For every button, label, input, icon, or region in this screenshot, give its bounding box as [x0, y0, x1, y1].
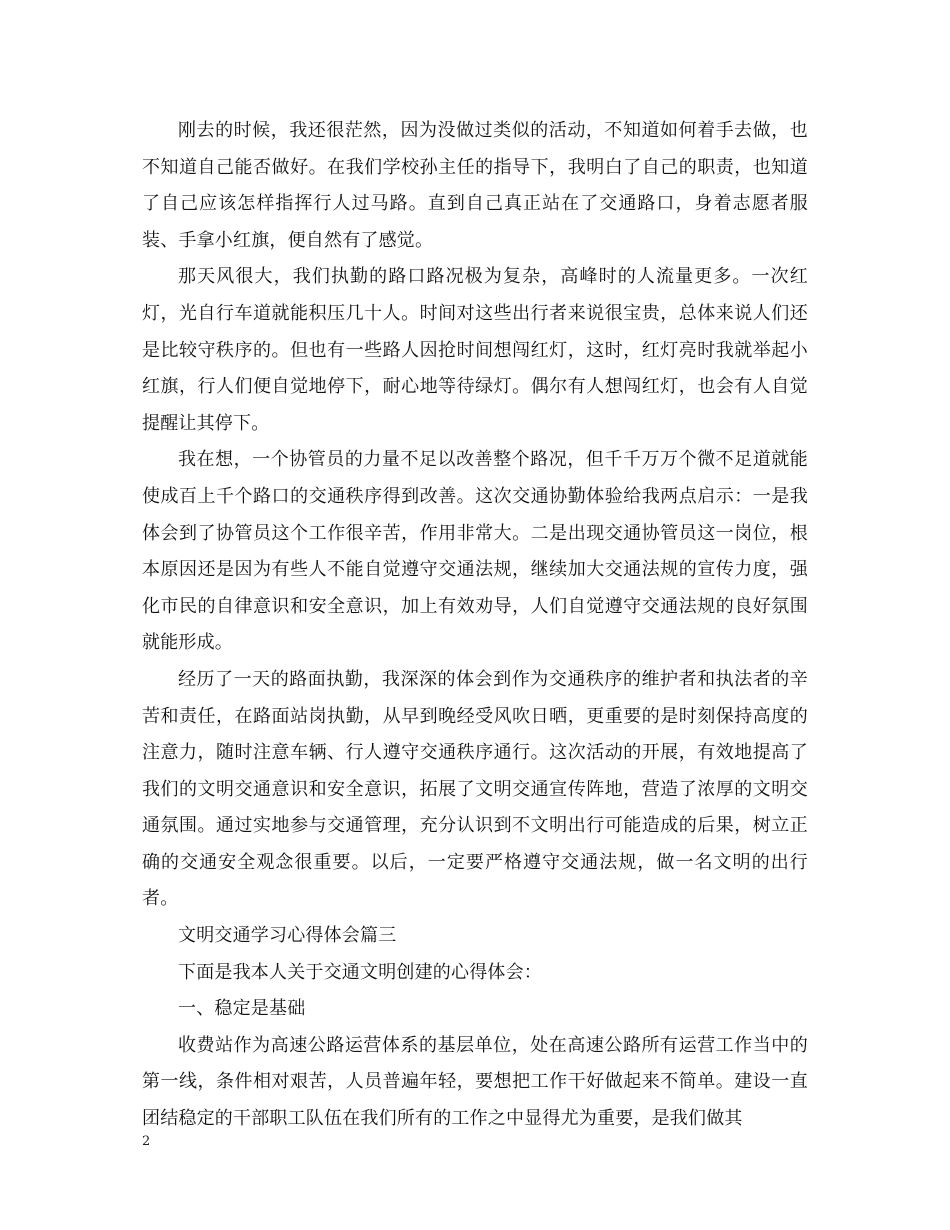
section-title: 文明交通学习心得体会篇三 — [178, 925, 397, 947]
page-number: 2 — [142, 1134, 151, 1149]
paragraph-1: 刚去的时候，我还很茫然，因为没做过类似的活动，不知道如何着手去做，也不知道自己能否做好。在我们学校孙主任的指导下，我明白了自己的职责，也知道了自己应该怎样指挥行人过马路。直到自己真正站在了交通路口，身着志愿者服装、手拿小红旗，便自然有了感觉。 — [142, 120, 808, 251]
paragraph-3: 我在想，一个协管员的力量不足以改善整个路况，但千千万万个微不足道就能使成百上千个路口的交通秩序得到改善。这次交通协勤体验给我两点启示：一是我体会到了协管员这个工作很辛苦，作用非常大。二是出现交通协管员这一岗位，根本原因还是因为有些人不能自觉遵守交通法规，继续加大交通法规的宣传力度，强化市民的自律意识和安全意识，加上有效劝导，人们自觉遵守交通法规的良好氛围就能形成。 — [142, 449, 808, 654]
paragraph-8: 收费站作为高速公路运营体系的基层单位，处在高速公路所有运营工作当中的第一线，条件相对艰苦，人员普遍年轻，要想把工作干好做起来不简单。建设一直团结稳定的干部职工队伍在我们所有的工作之中显得尤为重要，是我们做其 — [142, 1034, 808, 1130]
intro-line: 下面是我本人关于交通文明创建的心得体会： — [178, 961, 542, 983]
document-body — [142, 113, 808, 1138]
subheading-stability: 一、稳定是基础 — [178, 998, 306, 1020]
paragraph-2: 那天风很大，我们执勤的路口路况极为复杂，高峰时的人流量更多。一次红灯，光自行车道就能积压几十人。时间对这些出行者来说很宝贵，总体来说人们还是比较守秩序的。但也有一些路人因抢时间想闯红灯，这时，红灯亮时我就举起小红旗，行人们便自觉地停下，耐心地等待绿灯。偶尔有人想闯红灯，也会有人自觉提醒让其停下。 — [142, 266, 808, 434]
paragraph-4: 经历了一天的路面执勤，我深深的体会到作为交通秩序的维护者和执法者的辛苦和责任，在路面站岗执勤，从早到晚经受风吹日晒，更重要的是时刻保持高度的注意力，随时注意车辆、行人遵守交通秩序通行。这次活动的开展，有效地提高了我们的文明交通意识和安全意识，拓展了文明交通宣传阵地，营造了浓厚的文明交通氛围。通过实地参与交通管理，充分认识到不文明出行可能造成的后果，树立正确的交通安全观念很重要。以后，一定要严格遵守交通法规，做一名文明的出行者。 — [142, 668, 808, 910]
